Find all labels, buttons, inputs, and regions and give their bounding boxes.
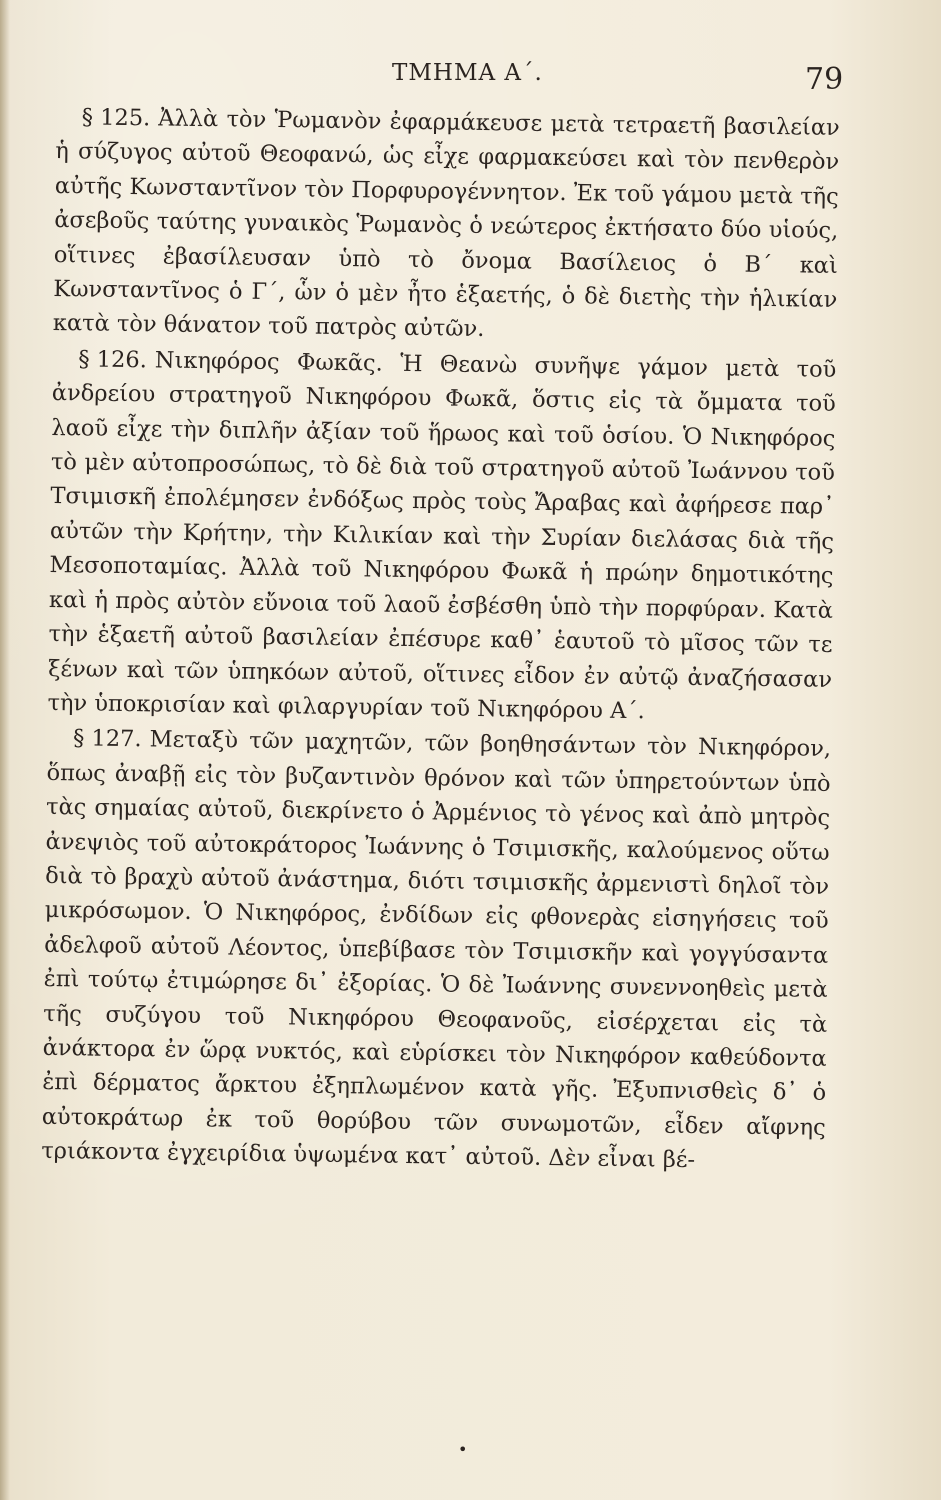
paragraph-125 [53, 100, 840, 352]
paragraph-text: Νικηφόρος Φωκᾶς. Ἡ Θεανὼ συνῆψε γάμον μετὰ τοῦ ἀνδρείου στρατηγοῦ Νικηφόρου Φωκᾶ, ὅστις εἰς τὰ ὄμματα τοῦ λαοῦ εἶχε τὴν διπλῆν ἀξίαν τοῦ ἥρωος καὶ τοῦ ὁσίου. Ὁ Νικηφόρος τὸ μὲν αὐτοπροσώπως, τὸ δὲ διὰ τοῦ στρατηγοῦ αὐτοῦ Ἰωάννου τοῦ Τσιμισκῆ ἐπολέμησεν ἐνδόξως πρὸς τοὺς Ἄραβας καὶ ἀφήρεσε παρ᾽ αὐτῶν τὴν Κρήτην, τὴν Κιλικίαν καὶ τὴν Συρίαν διελάσας διὰ τῆς Μεσοποταμίας. Ἀλλὰ τοῦ Νικηφόρου Φωκᾶ ἡ πρώην δημοτικότης καὶ ἡ πρὸς αὐτὸν εὔνοια τοῦ λαοῦ ἐσβέσθη ὑπὸ τὴν πορφύραν. Κατὰ τὴν ἑξαετῆ αὐτοῦ βασιλείαν ἐπέσυρε καθ᾽ ἑαυτοῦ τὸ μῖσος τῶν τε ξένων καὶ τῶν ὑπηκόων αὐτοῦ, οἵτινες εἶδον ἐν αὐτῷ ἀναζήσασαν τὴν ὑποκρισίαν καὶ φιλαργυρίαν τοῦ Νικηφόρου Α΄. [47, 347, 837, 725]
running-title: ΤΜΗΜΑ Α΄. [392, 60, 543, 86]
paragraph-text: Ἀλλὰ τὸν Ῥωμανὸν ἐφαρμάκευσε μετὰ τετραετῆ βασιλείαν ἡ σύζυγος αὐτοῦ Θεοφανώ, ὡς εἶχε φαρμακεύσει καὶ τὸν πενθερὸν αὐτῆς Κωνσταντῖνον τὸν Πορφυρογέννητον. Ἐκ τοῦ γάμου μετὰ τῆς ἀσεβοῦς ταύτης γυναικὸς Ῥωμανὸς ὁ νεώτερος ἐκτήσατο δύο υἱούς, οἵτινες ἐβασίλευσαν ὑπὸ τὸ ὄνομα Βασίλειος ὁ Β΄ καὶ Κωνσταντῖνος ὁ Γ΄, ὧν ὁ μὲν ἦτο ἑξαετής, ὁ δὲ διετὴς τὴν ἡλικίαν κατὰ τὸν θάνατον τοῦ πατρὸς αὐτῶν. [52, 105, 840, 343]
page-edge-shadow [0, 0, 10, 1500]
page-number: 79 [805, 62, 844, 97]
section-number: § 125. [81, 104, 151, 132]
paragraph-127 [41, 721, 831, 1179]
section-number: § 126. [78, 346, 148, 374]
body-text [41, 100, 840, 1179]
paragraph-126 [47, 342, 836, 731]
footer-ornament: • [458, 1440, 468, 1459]
paragraph-text: Μεταξὺ τῶν μαχητῶν, τῶν βοηθησάντων τὸν Νικηφόρον, ὅπως ἀναβῇ εἰς τὸν βυζαντινὸν θρόνον καὶ τῶν ὑπηρετούντων ὑπὸ τὰς σημαίας αὐτοῦ, διεκρίνετο ὁ Ἀρμένιος τὸ γένος καὶ ἀπὸ μητρὸς ἀνεψιὸς τοῦ αὐτοκράτορος Ἰωάννης ὁ Τσιμισκῆς, καλούμενος οὕτω διὰ τὸ βραχὺ αὐτοῦ ἀνάστημα, διότι τσιμισκῆς ἀρμενιστὶ δηλοῖ τὸν μικρόσωμον. Ὁ Νικηφόρος, ἐνδίδων εἰς φθονερὰς εἰσηγήσεις τοῦ ἀδελφοῦ αὐτοῦ Λέοντος, ὑπεβίβασε τὸν Τσιμισκῆν καὶ γογγύσαντα ἐπὶ τούτῳ ἐτιμώρησε δι᾽ ἐξορίας. Ὁ δὲ Ἰωάννης συνεννοηθεὶς μετὰ τῆς συζύγου τοῦ Νικηφόρου Θεοφανοῦς, εἰσέρχεται εἰς τὰ ἀνάκτορα ἐν ὥρᾳ νυκτός, καὶ εὑρίσκει τὸν Νικηφόρον καθεύδοντα ἐπὶ δέρματος ἄρκτου ἐξηπλωμένον κατὰ γῆς. Ἐξυπνισθεὶς δ᾽ ὁ αὐτοκράτωρ ἐκ τοῦ θορύβου τῶν συνωμοτῶν, εἶδεν αἴφνης τριάκοντα ἐγχειρίδια ὑψωμένα κατ᾽ αὐτοῦ. Δὲν εἶναι βέ- [41, 726, 832, 1174]
section-number: § 127. [72, 725, 142, 753]
